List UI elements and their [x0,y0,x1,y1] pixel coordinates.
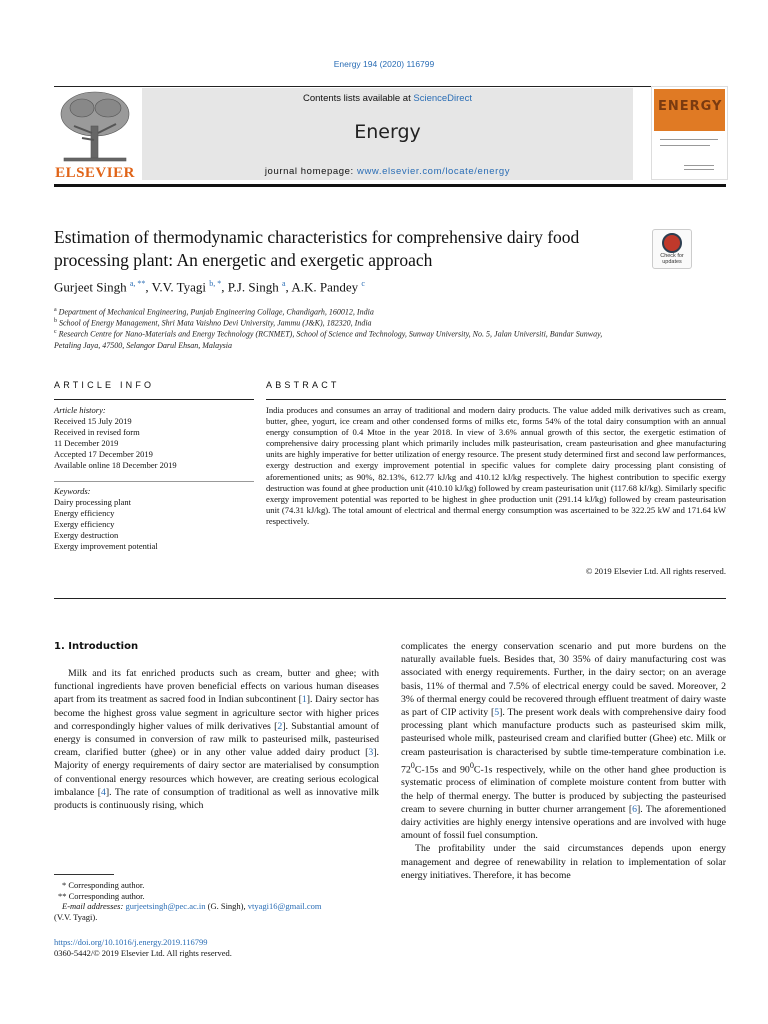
keywords-rule [54,481,254,482]
author-name[interactable]: P.J. Singh [227,279,279,295]
cover-banner [654,89,725,131]
section-heading-introduction: 1. Introduction [54,641,139,652]
header-bottom-rule [54,184,726,187]
doi-link[interactable]: https://doi.org/10.1016/j.energy.2019.116799 [54,937,208,947]
keyword[interactable]: Exergy improvement potential [54,541,158,551]
affiliation: $^c$ Research Centre for Nano-Materials and Energy Technology (RCNMET), School of Science and Technology, Sunway University, No. 5, Jalan Universiti, Bandar Sunway, Petaling Jaya, 47500, Selangor Darul Ehsan, Malaysia [54,329,603,350]
intro-left-column [54,667,379,812]
reference-link[interactable]: 3 [368,747,374,759]
author-affiliation-mark[interactable]: a, ** [129,279,146,288]
abstract-copyright: © 2019 Elsevier Ltd. All rights reserved. [585,566,726,576]
cover-text-line [684,165,714,166]
abstract-rule [266,399,726,400]
article-title: Estimation of thermodynamic characteristics for comprehensive dairy food processing plant: An energetic and exergetic approach [54,227,580,270]
reference-link[interactable]: 4 [100,786,106,798]
intro-right-column [401,640,726,882]
journal-homepage-line [142,166,633,177]
article-history [54,405,254,471]
history-entry: 11 December 2019 [54,438,119,448]
footnote-emails: E-mail addresses: gurjeetsingh@pec.ac.in (G. Singh), vtyagi16@gmail.com [62,901,322,911]
paragraph: complicates the energy conservation scenario and put more burdens on the naturally available fuels. Besides that, 30 35% of dairy manufacturing cost was associated with energy requirements. Further, in the dairy sector; on an average basis, 11% of thermal and 7.5% of electrical energy could be saved. Moreover, 2 3% of thermal energy could be recovered through effluent treatment of dairy waste as part of CIP activity [5]. The present work deals with comprehensive dairy food processing plant which manufacture products such as pasteurised skim milk, pasteurised whole milk, pasteurised cream and clarified butter (Ghee) etc. Milk or cream pasteurisation is characterised by subtle time-temperature combination i.e. $72^0C-15s$ and $90^0C-1s$ respectively, while on the other hand ghee production is systematic process of elimination of complete moisture content from butter with the help of thermal energy. The butter is produced by subjecting the pasteurised cream to severe churning in butter churner arrangement [6]. The aforementioned dairy activities are highly energy intensive operations and are involved with huge amount of fossil fuel consumption. [401,641,727,842]
contents-prefix: Contents lists available at [303,93,414,104]
journal-cover-thumbnail[interactable] [651,86,728,180]
email-link[interactable]: vtyagi16@gmail.com [247,901,322,911]
history-label: Article history: [54,405,106,415]
issn-line: 0360-5442/© 2019 Elsevier Ltd. All rights reserved. [54,948,232,958]
keyword[interactable]: Energy efficiency [54,508,115,518]
keyword[interactable]: Exergy efficiency [54,519,115,529]
author-list: Gurjeet Singh $^{a, **}$, V.V. Tyagi $^{b, *}$, P.J. Singh $^a$, A.K. Pandey $^c$ [54,279,365,295]
affiliation: $^a$ Department of Mechanical Engineering, Punjab Engineering Collage, Chandigarh, 160012, India [54,307,374,317]
footnote: ** Corresponding author. [58,890,145,901]
author-name[interactable]: Gurjeet Singh [54,279,127,295]
article-info-rule [54,399,254,400]
check-updates-label: Check for updates [660,253,684,265]
history-entry: Available online 18 December 2019 [54,460,177,470]
author-name[interactable]: V.V. Tyagi [151,279,207,295]
cover-title: ENERGY [658,99,723,114]
reference-link[interactable]: 2 [277,720,283,732]
publisher-wordmark[interactable]: ELSEVIER [55,165,135,181]
footnote: * Corresponding author. [62,880,145,890]
reference-link[interactable]: 1 [301,694,307,706]
cover-text-line [660,139,718,140]
affiliation: $^b$ School of Energy Management, Shri Mata Vaishno Devi University, Jammu (J&K), 182320, India [54,318,372,328]
journal-citation[interactable]: Energy 194 (2020) 116799 [333,59,435,69]
reference-link[interactable]: 5 [494,707,500,719]
homepage-prefix: journal homepage: [264,166,357,177]
homepage-link[interactable]: www.elsevier.com/locate/energy [356,166,511,177]
header-top-rule [54,86,726,87]
author-affiliation-mark[interactable]: c [361,279,365,288]
journal-name: Energy [354,121,421,143]
doi-block [54,937,232,959]
front-matter-rule [54,598,726,599]
footnote: (V.V. Tyagi). [54,911,98,922]
history-entry: Received 15 July 2019 [54,416,132,426]
email-link[interactable]: gurjeetsingh@pec.ac.in [125,901,206,911]
keyword[interactable]: Dairy processing plant [54,497,131,507]
history-entry: Accepted 17 December 2019 [54,449,153,459]
keyword[interactable]: Exergy destruction [54,530,119,540]
abstract-text: India produces and consumes an array of traditional and modern dairy products. The value added milk derivatives such as cream, butter, ghee, yogurt, ice cream and other condensed forms of milks etc, forms 54% of the total dairy consumption with an annual energy consumption of 0.4 Mtoe in the year 2018. In view of 3.6% annual growth of this sector, the exergetic estimation of comprehensive dairy processing plant which primarily includes milk pasteurisation, cream pasteurisation and ghee manufacturing units are highly imperative for better utilization of energy resource. The present study determined first and second law performances, exergy destruction and exergy improvement potential in specific values for complete dairy processing plant consisting of aforementioned units; as 90%, 82.13%, 612.77 kJ/kg and 410.12 kJ/kg respectively. The highest contribution to specific exergy destruction was found at ghee production unit (410.10 kJ/kg) followed by cream pasteurisation unit (117.68 kJ/kg). Similarly specific exergy improvement potential was reported to be highest in ghee production unit (291.14 kJ/kg) followed by cream pasteurisation unit (74.31 kJ/kg). The total amount of electrical and thermal energy consumption was ascertained to be 322.25 kW and 171.64 kW respectively. [266,405,726,526]
paragraph: Milk and its fat enriched products such as cream, butter and ghee; with functional ingredients have proven beneficial effects on various human diseases apart from its treatment as sacred food in Indian subcontinent [1]. Dairy sector has become the highest gross value segment in agriculture sector with higher prices and correspondingly higher values of milk derivatives [2]. Substantial amount of energy is consumed in conversion of raw milk to pasteurised milk, pasteurised cream, clarified butter (ghee) or in any other value added dairy product [3]. Majority of energy requirements of dairy sector are materialised by consumption of conventional energy resources which however, are creating serious ecological imbalance [4]. The rate of consumption of traditional as well as innovative milk products is continuously rising, which [54,668,379,812]
cover-text-line [684,169,714,170]
article-info-heading: ARTICLE INFO [54,380,155,390]
history-entry: Received in revised form [54,427,140,437]
sciencedirect-link[interactable]: ScienceDirect [413,93,472,104]
author-affiliation-mark[interactable]: b, * [209,279,222,288]
footnote-rule [54,874,114,875]
contents-line [142,93,633,104]
footnotes [54,880,379,922]
author-name[interactable]: A.K. Pandey [291,279,359,295]
check-for-updates-button[interactable] [652,229,692,269]
keywords-list [54,486,254,552]
author-affiliation-mark[interactable]: a [281,279,286,288]
paragraph: The profitability under the said circumstances depends upon energy management and degree of renewability in relation to implementation of solar energy initiatives. Therefore, it has become [401,843,726,881]
abstract-heading: ABSTRACT [266,380,340,390]
check-updates-icon [662,233,682,253]
cover-text-line [660,145,710,146]
keywords-label: Keywords: [54,486,91,496]
reference-link[interactable]: 6 [632,803,637,815]
